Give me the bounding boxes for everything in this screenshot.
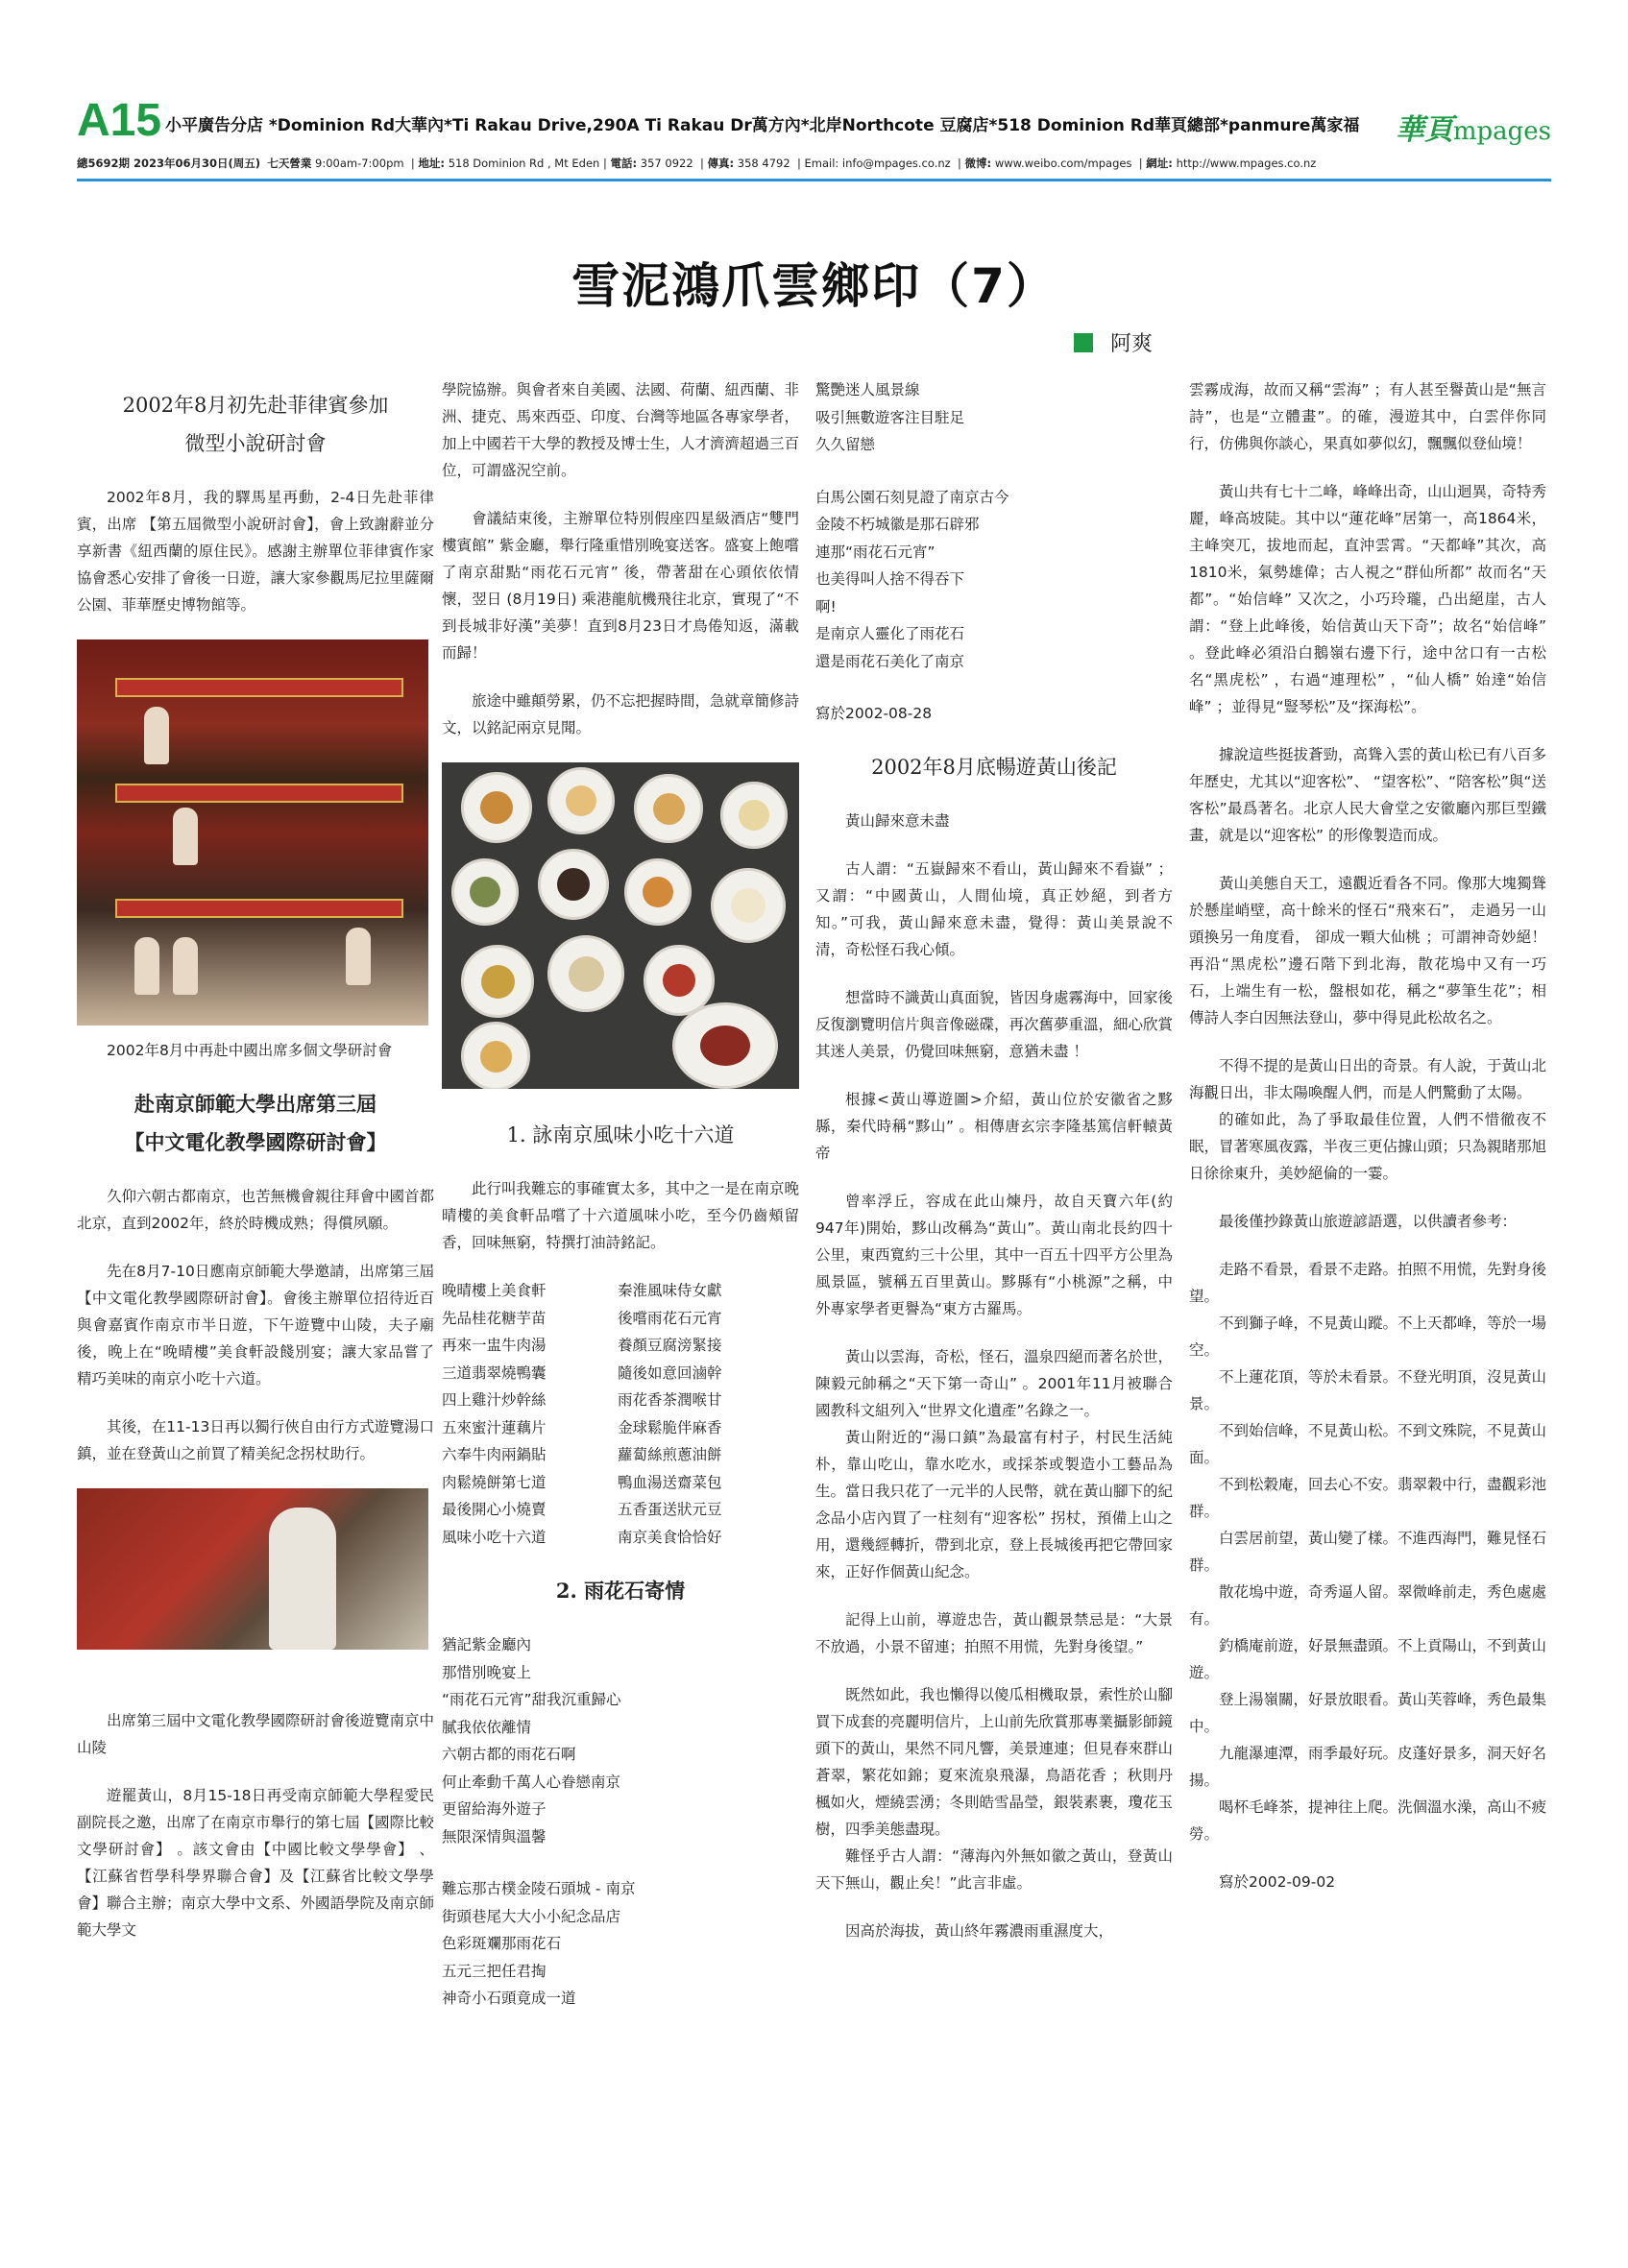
zhongshan-mausoleum-photo — [77, 1488, 428, 1650]
email-link[interactable]: Email: info@mpages.co.nz — [804, 157, 951, 170]
column-1 — [77, 376, 434, 2239]
paragraph: 古人謂：“五嶽歸來不看山，黃山歸來不看嶽” ；又謂：“中國黃山，人間仙境，真正妙絕，到者方知。”可我，黃山歸來意未盡，覺得：黃山美景說不清，奇松怪石我心傾。 — [815, 860, 1173, 958]
saying: 九龍瀑連潭，雨季最好玩。皮蓬好景多，洞天好名揚。 — [1189, 1745, 1546, 1789]
paragraph: 既然如此，我也懶得以傻瓜相機取景，索性於山腳買下成套的亮麗明信片，上山前先欣賞那專業攝影師鏡頭下的黃山，果然不同凡響，美景連連；但見春來群山蒼翠，繁花如錦；夏來流泉飛瀑，鳥語花香 ；秋則丹楓如火，煙繞雲湧；冬則皓雪晶瑩，銀裝素裹，瓊花玉樹，四季美態盡現。 — [815, 1686, 1173, 1838]
poem-stanza: 猶記紫金廳內 那惜別晚宴上 “雨花石元宵”甜我沉重歸心 膩我依依離情 六朝古都的雨花石啊 何止牽動千萬人心眷戀南京 更留給海外遊子 無限深情與溫馨 — [442, 1636, 621, 1846]
header-rule — [77, 179, 1551, 181]
mpages-logo[interactable] — [1396, 106, 1551, 148]
huangshan-sayings — [1189, 1256, 1546, 1847]
paragraph: 最後僅抄錄黃山旅遊諺語選，以供讀者參考： — [1219, 1213, 1518, 1230]
column-2 — [442, 376, 799, 2239]
poem-sixteen-snacks: 晚晴樓上美食軒 秦淮風味侍女獻 先品桂花糖芋苗 後嚐雨花石元宵 再來一盅牛肉湯 養顏豆腐滂緊接 三道翡翠燒鴨囊 隨後如意回滷幹 四上雞汁炒幹絲 雨花香茶潤喉甘 五來蜜汁蓮藕片 金球鬆脆伴麻香 六奉牛肉兩鍋貼 蘿蔔絲煎蔥油餅 肉鬆燒餅第七道 鴨血湯送齋菜包 最後開心小燒賣 五香蛋送狀元豆 風味小吃十六道 南京美食恰恰好 — [442, 1282, 722, 1546]
saying: 不上蓮花頂，等於未看景。不登光明頂，沒見黃山景。 — [1189, 1368, 1546, 1412]
column-3 — [815, 376, 1173, 2239]
poem-stanza: 難忘那古樸金陵石頭城 - 南京 街頭巷尾大大小小紀念品店 色彩斑斕那雨花石 五元三把任君掏 神奇小石頭竟成一道 — [442, 1880, 636, 2007]
section-heading: 2002年8月底暢遊黃山後記 — [871, 756, 1117, 779]
paragraph: 記得上山前，導遊忠告，黃山觀景禁忌是：“大景不放過，小景不留連；拍照不用慌，先對身後望。” — [815, 1611, 1173, 1655]
section-heading: 2002年8月初先赴菲律賓參加 微型小說研討會 — [122, 394, 389, 455]
website-link[interactable]: http://www.mpages.co.nz — [1176, 157, 1317, 170]
paragraph: 的確如此，為了爭取最佳位置，人們不惜徹夜不眠，冒著寒風夜露，半夜三更佔據山頭；只為親睹那旭日徐徐東升，美妙絕倫的一霎。 — [1189, 1111, 1546, 1182]
photo-caption: 出席第三屆中文電化教學國際研討會後遊覽南京中山陵 — [77, 1712, 434, 1756]
paragraph: 先在8月7-10日應南京師範大學邀請，出席第三屆【中文電化教學國際研討會】。會後主辦單位招待近百與會嘉賓作南京市半日遊，下午遊覽中山陵，夫子廟後，晚上在“晚晴樓”美食軒設餞別宴；讓大家品嘗了精巧美味的南京小吃十六道。 — [77, 1263, 434, 1387]
article-author: 阿爽 — [1074, 327, 1153, 357]
saying: 不到獅子峰，不見黃山蹤。不上天都峰，等於一場空。 — [1189, 1315, 1546, 1359]
section-heading: 2. 雨花石寄情 — [555, 1579, 686, 1603]
paragraph: 遊罷黃山，8月15-18日再受南京師範大學程愛民副院長之邀，出席了在南京市舉行的第七屆【國際比較文學研討會】 。該文會由【中國比較文學學會】 、【江蘇省哲學科學界聯合會】及【江蘇省比較文學學會】聯合主辦；南京大學中文系、外國語學院及南京師範大學文 — [77, 1787, 434, 1939]
saying: 白雲居前望，黃山變了樣。不進西海門，難見怪石群。 — [1189, 1530, 1546, 1574]
paragraph: 想當時不識黃山真面貌，皆因身處霧海中，回家後反復瀏覽明信片與音像磁碟，再次舊夢重溫，細心欣賞其迷人美景，仍覺回味無窮，意猶未盡 ！ — [815, 989, 1173, 1060]
header-info-line: 總5692期 2023年06月30日(周五) 七天營業 9:00am-7:00pm | 地址: 518 Dominion Rd , Mt Eden | 電話: 357 0922 | 傳真: 358 4792 | Email: info@mpages.co.nz | 微博: www.weibo.com/mpages | 網址: http://www.mpages.co.nz — [77, 157, 1317, 170]
issue-info: 總5692期 2023年06月30日(周五) — [77, 157, 261, 170]
paragraph: 旅途中雖顛勞累，仍不忘把握時間，急就章簡修詩文，以銘記兩京見聞。 — [442, 692, 799, 736]
paragraph: 因高於海拔，黃山終年霧濃雨重濕度大， — [845, 1922, 1114, 1940]
date-written: 寫於2002-08-28 — [815, 705, 933, 722]
paragraph: 久仰六朝古都南京，也苦無機會親往拜會中國首都北京，直到2002年，終於時機成熟；得償夙願。 — [77, 1188, 434, 1232]
paragraph: 雲霧成海，故而又稱“雲海” ；有人甚至譽黃山是“無言詩”，也是“立體畫”。的確，漫遊其中，白雲伴你同行，仿佛與你談心，果真如夢似幻，飄飄似登仙境！ — [1189, 381, 1546, 452]
address: 518 Dominion Rd , Mt Eden — [448, 157, 600, 170]
paragraph: 其後，在11-13日再以獨行俠自由行方式遊覽湯口鎮，並在登黃山之前買了精美紀念拐杖助行。 — [77, 1418, 434, 1462]
saying: 走路不看景，看景不走路。拍照不用慌，先對身後望。 — [1189, 1261, 1546, 1305]
saying: 不到松穀庵，回去心不安。翡翠穀中行，盡觀彩池群。 — [1189, 1476, 1546, 1520]
page-header — [77, 96, 1551, 188]
paragraph: 會議結束後，主辦單位特別假座四星級酒店“雙門樓賓館” 紫金廳，舉行隆重惜別晚宴送客。盛宴上飽嚐了南京甜點“雨花石元宵” 後，帶著甜在心頭依依情懷，翌日 (8月19日) 乘港龍航機飛往北京，實現了“不到長城非好漢”美夢！直到8月23日才鳥倦知返，滿載而歸！ — [442, 510, 799, 662]
saying: 登上湯嶺關，好景放眼看。黃山芙蓉峰，秀色最集中。 — [1189, 1691, 1546, 1735]
phone: 357 0922 — [640, 157, 693, 170]
saying: 散花塢中遊，奇秀逼人留。翠微峰前走，秀色處處有。 — [1189, 1583, 1546, 1628]
paragraph: 學院協辦。與會者來自美國、法國、荷蘭、紐西蘭、非洲、捷克、馬來西亞、印度、台灣等地區各專家學者，加上中國若干大學的教授及博士生，人才濟濟超過三百位，可謂盛況空前。 — [442, 381, 799, 479]
paragraph: 難怪乎古人謂：“薄海內外無如徽之黃山，登黃山天下無山，觀止矣！”此言非虛。 — [815, 1847, 1173, 1892]
paragraph: 黃山美態自天工，遠觀近看各不同。像那大塊獨聳於懸崖峭壁，高十餘米的怪石“飛來石”， 走過另一山頭換另一角度看， 卻成一顆大仙桃 ；可謂神奇妙絕！ 再沿“黑虎松”邊石階下到北海，散花塢中又有一巧石，上端生有一松，盤根如花，稱之“夢筆生花”；相傳詩人李白因無法登山，夢中得見此松故名之。 — [1189, 875, 1546, 1026]
saying: 不到始信峰，不見黃山松。不到文殊院，不見黃山面。 — [1189, 1422, 1546, 1466]
fax: 358 4792 — [737, 157, 790, 170]
weibo-link[interactable]: www.weibo.com/mpages — [994, 157, 1132, 170]
logo-cn: 華頁 — [1395, 113, 1453, 147]
paragraph: 據說這些挺拔蒼勁，高聳入雲的黃山松已有八百多年歷史，尤其以“迎客松”、 “望客松”、“陪客松”與“送客松”最爲著名。北京人民大會堂之安徽廳內那巨型鐵畫，就是以“迎客松” 的形像製造而成。 — [1189, 746, 1546, 844]
paragraph: 黃山以雲海，奇松，怪石，溫泉四絕而著名於世，陳毅元帥稱之“天下第一奇山” 。2001年11月被聯合國教科文組列入“世界文化遺產”名錄之一。 — [815, 1348, 1173, 1419]
saying: 喝杯毛峰茶，提神往上爬。洗個溫水澡，高山不疲勞。 — [1189, 1798, 1546, 1843]
paragraph: 根據<黃山導遊圖>介紹，黃山位於安徽省之黟縣，秦代時稱“黟山” 。相傳唐玄宗李隆基篤信軒轅黃帝 — [815, 1091, 1173, 1162]
photo-caption: 2002年8月中再赴中國出席多個文學研討會 — [107, 1042, 393, 1059]
saying: 釣橋庵前遊，好景無盡頭。不上貢陽山，不到黃山遊。 — [1189, 1637, 1546, 1681]
date-written: 寫於2002-09-02 — [1219, 1873, 1336, 1891]
page-number: A15 — [77, 95, 162, 146]
paragraph: 黃山共有七十二峰，峰峰出奇，山山迴異，奇特秀麗，峰高坡陡。其中以“蓮花峰”居第一，高1864米，主峰突兀，拔地而起，直沖雲霄。“天都峰”其次，高1810米，氣勢雄偉；古人視之“群仙所都” 故而名“天都”。“始信峰” 又次之，小巧玲瓏，凸出絕崖，古人謂：“登上此峰後，始信黃山天下奇”；故名“始信峰” 。登此峰必須沿白鵝嶺右邊下行，途中岔口有一古松名“黑虎松” ，右過“連理松” ，“仙人橋” 始達“始信峰” ；並得見“豎琴松”及“探海松”。 — [1189, 483, 1546, 715]
nanjing-snacks-photo — [442, 762, 799, 1089]
opening-hours: 9:00am-7:00pm — [315, 157, 404, 170]
section-heading: 1. 詠南京風味小吃十六道 — [506, 1123, 735, 1146]
paragraph: 2002年8月，我的驛馬星再動，2-4日先赴菲律賓，出席 【第五屆微型小說研討會】，會上致謝辭並分享新書《紐西蘭的原住民》。感謝主辦單位菲律賓作家協會悉心安排了會後一日遊，讓大家參觀馬尼拉里薩爾公園、菲華歷史博物館等。 — [77, 489, 434, 614]
conference-photo-collage — [77, 639, 428, 1025]
paragraph: 不得不提的是黃山日出的奇景。有人說，于黃山北海觀日出，非太陽喚醒人們，而是人們驚動了太陽。 — [1189, 1057, 1546, 1101]
paragraph: 黃山歸來意未盡 — [845, 812, 950, 830]
paragraph: 此行叫我難忘的事確實太多，其中之一是在南京晚晴樓的美食軒品嚐了十六道風味小吃，至今仍齒頰留香，回味無窮，特撰打油詩銘記。 — [442, 1180, 799, 1251]
paragraph: 黃山附近的“湯口鎮”為最富有村子，村民生活純朴，靠山吃山，靠水吃水，或採茶或製造小工藝品為生。當日我只花了一元半的人民幣，就在黃山腳下的紀念品小店內買了一柱刻有“迎客松” 拐杖，預備上山之用，還幾經轉折，帶到北京，登上長城後再把它帶回家來，正好作個黃山紀念。 — [815, 1429, 1173, 1580]
branch-list: 小平廣告分店 *Dominion Rd大華內*Ti Rakau Drive,290A Ti Rakau Dr萬方內*北岸Northcote 豆腐店*518 Dominion Rd華頁總部*panmure萬家福 — [165, 116, 1360, 135]
column-4 — [1189, 376, 1546, 2239]
logo-en: mpages — [1452, 117, 1551, 146]
author-marker-icon — [1074, 333, 1093, 352]
article-title: 雪泥鴻爪雲鄉印（7） — [571, 258, 1057, 314]
poem-stanza: 白馬公園石刻見證了南京古今 金陵不朽城徽是那石辟邪 連那“雨花石元宵” 也美得叫人捨不得吞下 啊! 是南京人靈化了雨花石 還是雨花石美化了南京 — [815, 488, 1009, 670]
paragraph: 曾率浮丘，容成在此山煉丹，故自天寶六年(約947年)開始，黟山改稱為“黃山”。黃山南北長約四十公里，東西寬約三十公里，其中一百五十四平方公里為風景區，號稱五百里黃山。黟縣有“小桃源”之稱，中外專家學者更譽為“東方古羅馬。 — [815, 1193, 1173, 1317]
poem-stanza: 驚艷迷人風景線 吸引無數遊客注目駐足 久久留戀 — [815, 381, 965, 453]
section-heading: 赴南京師範大學出席第三屆 【中文電化教學國際研討會】 — [124, 1092, 387, 1154]
